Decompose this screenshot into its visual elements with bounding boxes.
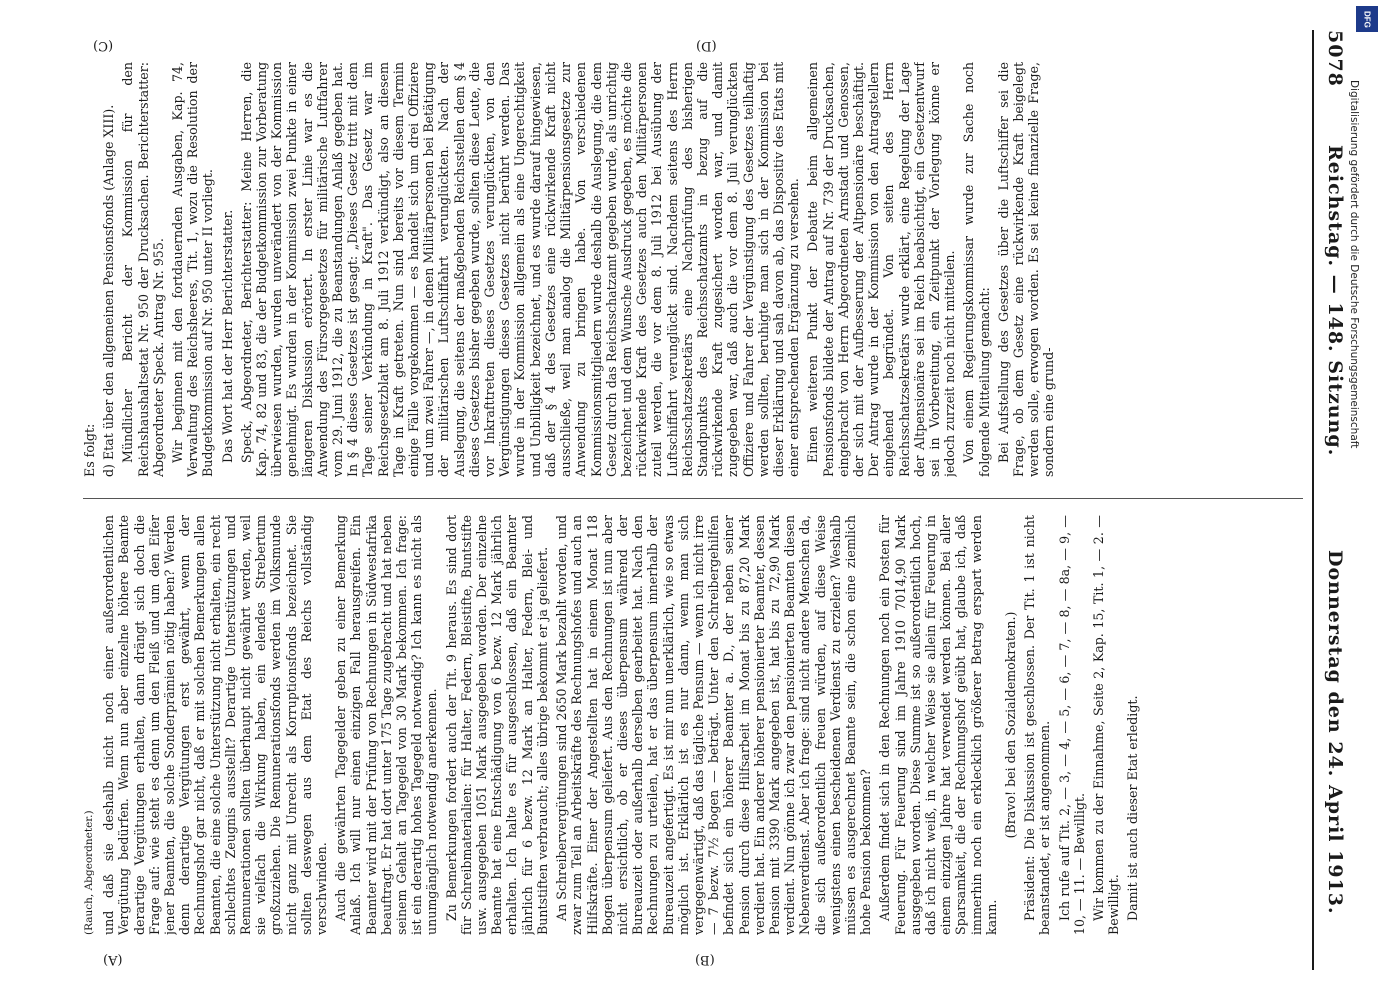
margin-letter-c: (C) — [93, 38, 114, 53]
paragraph: Von einem Regierungskommissar wurde zur Sache noch folgende Mitteilung gemacht: — [961, 62, 992, 477]
paragraph: Zu Bemerkungen fordert auch der Tit. 9 heraus. Es sind dort für Schreibmaterialien: für Halter, Federn, Bleistifte, Buntstifte usw. ausgegeben 1051 Mark ausgegeben worden. Der einzelne Beamte hat eine Entschädigung von 6 bezw. 12 Mark jährlich erhalten. Ich halte es für ausgeschlossen, daß ein Beamter jährlich für 6 bezw. 12 Mark an Halter, Federn, Blei- und Buntstiften verbraucht; alles übrige bekommt er ja geliefert. — [443, 515, 550, 935]
paragraph: d) Etat über den allgemeinen Pensionsfonds (Anlage XIII). — [101, 104, 117, 477]
session-date: Donnerstag den 24. April 1913. — [1324, 550, 1346, 915]
paragraph: und daß sie deshalb nicht noch einer außerordentlichen Vergütung bedürfen. Wenn nun aber einzelne höhere Beamte derartige Vergütungen erhalten, dann drängt sich doch die Frage auf: wie steht es denn um den Fleiß und um den Eifer jener Beamten, die solche Sonderprämien nötig haben? Werden denn derartige Vergütungen erst gewährt, wenn der Rechnungshof gar nicht, daß er mit solchen Bemerkungen allen Beamten, die eine solche Unterstützung nicht erhalten, ein recht schlechtes Zeugnis ausstellt? Derartige Unterstützungen und Remunerationen sollten überhaupt nicht gewährt werden, weil sie vielfach die Wirkung haben, ein elendes Strebertum großzuziehen. Die Remunerationsfonds werden im Volksmunde nicht ganz mit Unrecht als Korruptionsfonds bezeichnet. Sie sollten deswegen aus dem Etat des Reichs vollständig verschwinden. — [101, 515, 330, 935]
paragraph: Es folgt: — [82, 423, 97, 477]
right-column — [82, 62, 1307, 477]
page-number: 5078 — [1324, 30, 1346, 87]
paragraph: Wir beginnen mit den fortdauernden Ausgaben, Kap. 74, Verwaltung des Reichsheeres, Tit. 1, wozu die Resolution der Budgetkommission auf Nr. 950 unter II vorliegt. — [170, 62, 216, 477]
column-rule — [83, 498, 1303, 499]
paragraph: Einen weiteren Punkt der Debatte beim allgemeinen Pensionsfonds bildete der Antrag auf Nr. 739 der Drucksachen, eingebracht von Herrn Abgeordneten Arnstadt und Genossen, der sich mit der Aufbesserung der Altpensionäre beschäftigt. Der Antrag wurde in der Kommission von den Antragstellern eingehend begründet. Von seiten des Herrn Reichsschatzsekretärs wurde erklärt, eine Regelung der Lage der Altpensionäre sei im Reich beabsichtigt, ein Gesetzentwurf sei in Vorbereitung, ein Zeitpunkt der Vorlegung könne er jedoch zurzeit noch nicht mitteilen. — [805, 62, 958, 477]
paragraph: Mündlicher Bericht der Kommission für den Reichshaushaltsetat Nr. 950 der Drucksachen. Berichterstatter: Abgeordneter Speck. Antrag Nr. 955. — [120, 62, 166, 477]
paragraph: Wir kommen zu der Einnahme, Seite 2, Kap. 15, Tit. 1, — 2. — Bewilligt. — [1091, 515, 1122, 935]
left-column — [82, 515, 1307, 935]
paragraph: An Schreibervergütungen sind 2650 Mark bezahlt worden, und zwar zum Teil an Arbeitskräfte des Rechnungshofes und auch an Hilfskräfte. Einer der Angestellten hat in einem Monat 118 Bogen überpensum geliefert. Aus den Rechnungen ist nun aber nicht ersichtlich, ob er dieses überpensum während der Bureauzeit oder außerhalb derselben gearbeitet hat. Nach den Rechnungen zu urteilen, hat er das überpensum innerhalb der Bureauzeit angefertigt. Es ist mir nun unerklärlich, wie so etwas möglich ist. Erklärlich ist es nur dann, wenn man sich vergegenwärtigt, daß das tägliche Pensum — wenn ich nicht irre — 7 bezw. 7½ Bogen — beträgt. Unter den Schreibergehilfen befindet sich ein höherer Beamter a. D., der neben seiner Pension durch diese Hilfsarbeit im Monat bis zu 87,20 Mark verdient hat. Ein anderer höherer pensionierter Beamter, dessen Pension mit 3390 Mark angegeben ist, hat bis zu 72,90 Mark verdient. Nun gönne ich zwar den pensionierten Beamten diesen Nebenverdienst. Aber ich frage: sind nicht andere Menschen da, die sich außerordentlich freuen würden, auf diese Weise wenigstens einen bescheidenen Verdienst zu erzielen? Weshalb müssen es ausgerechnet Beamte sein, die schon eine ziemlich hohe Pension bekommen? — [554, 515, 874, 935]
paragraph: Das Wort hat der Herr Berichterstatter. — [219, 209, 235, 463]
paragraph: Auch die gewährten Tagegelder geben zu einer Bemerkung Anlaß. Ich will nur einen einzigen Fall herausgreifen. Ein Beamter wird mit der Prüfung von Rechnungen in Südwestafrika beauftragt. Er hat dort unter 175 Tage zugebracht und hat neben seinem Gehalt an Tagegeld von 30 Mark bekommen. Ich frage: ist ein derartig hohes Tagegeld notwendig? Ich kann es nicht als unumgänglich notwendig anerkennen. — [333, 515, 440, 935]
session-title: Reichstag. — 148. Sitzung. — [1324, 145, 1346, 457]
paragraph: Speck, Abgeordneter, Berichterstatter: Meine Herren, die Kap. 74, 82 und 83, die der Budgetkommission zur Vorberatung überwiesen wurden, wurden unverändert von der Kommission genehmigt. Es wurden in der Kommission zwei Punkte in einer längeren Diskussion erörtert. In erster Linie war es die Anwendung des Fürsorgegesetzes für militärische Luftfahrer vom 29. Juni 1912, die zu Beanstandungen Anlaß gegeben hat. In § 4 dieses Gesetzes ist gesagt: „Dieses Gesetz tritt mit dem Tage seiner Verkündung in Kraft". Das Gesetz war im Reichsgesetzblatt am 8. Juli 1912 verkündigt, also an diesem Tage in Kraft getreten. Nun sind bereits vor diesem Termin einige Fälle vorgekommen — es handelt sich um drei Offiziere und um zwei Fahrer —, in denen Militärpersonen bei Betätigung der militärischen Luftschiffahrt verunglückten. Nach der Auslegung, die seitens der maßgebenden Reichsstellen dem § 4 dieses Gesetzes bisher gegeben wurde, sollten diese Leute, die vor Inkrafttreten dieses Gesetzes verunglückten, von den Vergünstigungen dieses Gesetzes nicht berührt werden. Das wurde in der Kommission allgemein als eine Ungerechtigkeit und Unbilligkeit bezeichnet, und es wurde darauf hingewiesen, daß der § 4 des Gesetzes eine rückwirkende Kraft nicht ausschließe, weil man analog die Militärpensionsgesetze zur Anwendung zu bringen habe. Von verschiedenen Kommissionsmitgliedern wurde deshalb die Auslegung, die dem Gesetz durch das Reichsschatzamt gegeben wurde, als unrichtig bezeichnet und dem Wunsche Ausdruck gegeben, es möchte die rückwirkende Kraft des Gesetzes auch den Militärpersonen zuteil werden, die vor dem 8. Juli 1912 bei Ausübung der Luftschiffahrt verunglückt sind. Nachdem seitens des Herrn Reichsschatzsekretärs eine Nachprüfung des bisherigen Standpunkts des Reichsschatzamts in bezug auf die rückwirkende Kraft zugesichert worden war, und damit zugegeben war, daß auch die vor dem 8. Juli verunglückten Offiziere und Fahrer der Vergünstigung des Gesetzes teilhaftig werden sollten, beruhigte man sich in der Kommission bei dieser Erklärung und sah davon ab, das Dispositiv des Etats mit einer entsprechenden Ergänzung zu versehen. — [238, 62, 802, 477]
paragraph: Präsident: Die Diskussion ist geschlossen. Der Tit. 1 ist nicht beanstandet, er ist angenommen. — [1022, 515, 1053, 935]
margin-letter-d: (D) — [696, 38, 717, 53]
paragraph: (Rauch, Abgeordneter.) — [83, 810, 95, 935]
paragraph: (Bravo! bei den Sozialdemokraten.) — [1002, 611, 1018, 839]
paragraph: Bei Aufstellung des Gesetzes über die Luftschiffer sei die Frage, ob dem Gesetz eine rückwirkende Kraft beigelegt werden solle, erwogen worden. Es sei keine finanzielle Frage, sondern eine grund- — [995, 62, 1057, 477]
margin-letter-b: (B) — [695, 952, 715, 967]
paragraph: Damit ist auch dieser Etat erledigt. — [1125, 695, 1141, 921]
digitization-strip — [1346, 10, 1376, 990]
digitization-note: Digitalisierung gefördert durch die Deutsche Forschungsgemeinschaft — [1348, 80, 1360, 449]
dfg-logo: DFG — [1356, 6, 1378, 32]
margin-letter-a: (A) — [103, 952, 123, 967]
paragraph: Ich rufe auf Tit. 2, — 3, — 4, — 5, — 6, — 7, — 8, — 8a, — 9, — 10, — 11. — Bewilligt. — [1056, 515, 1087, 935]
paragraph: Außerdem findet sich in den Rechnungen noch ein Posten für Feuerung. Für Feuerung sind im Jahre 1910 7014,90 Mark ausgegeben worden. Diese Summe ist so außerordentlich hoch, daß ich nicht weiß, in welcher Weise sie allein für Feuerung in einem einzigen Jahre hat verwendet werden können. Bei aller Sparsamkeit, die der Rechnungshof geübt hat, glaube ich, daß immerhin noch ein erklecklich größerer Betrag erspart werden kann. — [877, 515, 999, 935]
